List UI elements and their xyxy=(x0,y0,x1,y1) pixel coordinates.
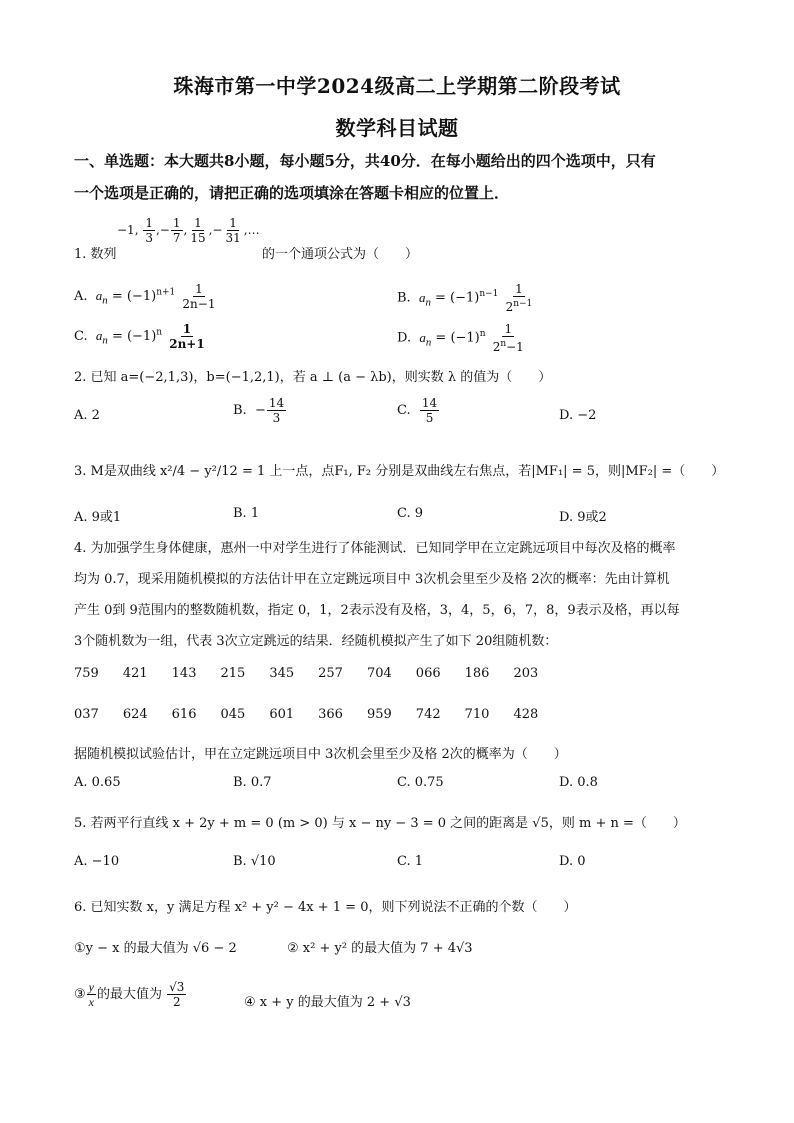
random-number: 742 xyxy=(415,707,441,722)
q4-option-b[interactable]: B. 0.7 xyxy=(233,775,272,790)
random-number: 624 xyxy=(122,707,148,722)
q1-option-d[interactable]: D. $a_n = (-1)^n$ $\frac{1}{2^n-1}$ xyxy=(397,322,524,354)
q4-random-numbers-row2 xyxy=(74,707,538,722)
q4-line5: 据随机模拟试验估计，甲在立定跳远项目中 3次机会里至少及格 2次的概率为（ ） xyxy=(74,747,567,762)
q1-suffix: 的一个通项公式为（ ） xyxy=(262,247,419,262)
random-number: 186 xyxy=(464,666,490,681)
random-number: 257 xyxy=(318,666,343,681)
q6-option-3: ③ $\frac{y}{x}$ 的最大值为 $\frac{√3}{2}$ xyxy=(74,980,185,1009)
random-number: 366 xyxy=(318,707,343,722)
q4-option-d[interactable]: D. 0.8 xyxy=(559,775,598,790)
q2-option-c[interactable]: C. $\frac{14}{5}$ xyxy=(397,396,438,425)
q2-option-d[interactable]: D. −2 xyxy=(559,408,597,423)
q4-random-numbers-row1 xyxy=(74,666,538,681)
random-number: 428 xyxy=(513,707,539,722)
random-number: 037 xyxy=(74,707,99,722)
q6-option-2: ② x² + y² 的最大值为 7 + 4√3 xyxy=(287,941,473,956)
q1-option-a[interactable]: A. $a_n = (-1)^{n+1}$ $\frac{1}{2n-1}$ xyxy=(74,282,216,311)
random-number: 959 xyxy=(366,707,392,722)
q2-text: 2. 已知 a=(−2,1,3)，b=(−1,2,1)，若 a ⊥ (a − λb)，则实数 λ 的值为（ ） xyxy=(74,370,552,385)
q6-option-4: ④ x + y 的最大值为 2 + √3 xyxy=(244,995,411,1010)
q1-option-b[interactable]: B. $a_n = (-1)^{n-1}$ $\frac{1}{2^{n-1}}$ xyxy=(397,282,533,314)
q1-prefix: 1. 数列 xyxy=(74,247,117,262)
q3-option-d[interactable]: D. 9或2 xyxy=(559,510,607,525)
q4-line4: 3个随机数为一组，代表 3次立定跳远的结果．经随机模拟产生了如下 20组随机数： xyxy=(74,634,558,649)
random-number: 616 xyxy=(171,707,197,722)
q4-option-c[interactable]: C. 0.75 xyxy=(397,775,444,790)
q3-text: 3. M是双曲线 x²/4 − y²/12 = 1 上一点，点F₁, F₂ 分别是双曲线左右焦点，若|MF₁| = 5，则|MF₂| =（ ） xyxy=(74,464,725,479)
random-number: 143 xyxy=(171,666,197,681)
q4-line3: 产生 0到 9范围内的整数随机数，指定 0，1，2表示没有及格，3，4，5，6，7，8，9表示及格，再以每 xyxy=(74,603,680,618)
section-heading-line2: 一个选项是正确的，请把正确的选项填涂在答题卡相应的位置上． xyxy=(74,184,510,202)
q5-text: 5. 若两平行直线 x + 2y + m = 0 (m > 0) 与 x − ny − 3 = 0 之间的距离是 √5，则 m + n =（ ） xyxy=(74,816,686,831)
q3-option-b[interactable]: B. 1 xyxy=(233,506,260,521)
q5-option-c[interactable]: C. 1 xyxy=(397,854,424,869)
random-number: 215 xyxy=(220,666,246,681)
q2-option-a[interactable]: A. 2 xyxy=(74,408,100,423)
q1-sequence: −1, $\frac{1}{3}$ ,− $\frac{1}{7}$ , $\frac{1}{15}$ ,− $\frac{1}{31}$ ,… xyxy=(117,216,260,245)
q6-text: 6. 已知实数 x，y 满足方程 x² + y² − 4x + 1 = 0，则下列说法不正确的个数（ ） xyxy=(74,900,577,915)
random-number: 345 xyxy=(269,666,295,681)
random-number: 045 xyxy=(220,707,246,722)
random-number: 759 xyxy=(74,666,99,681)
q3-option-c[interactable]: C. 9 xyxy=(397,506,424,521)
q2-option-b[interactable]: B. − $\frac{14}{3}$ xyxy=(233,396,285,425)
page-title: 珠海市第一中学2024级高二上学期第二阶段考试 xyxy=(173,74,621,98)
q4-line2: 均为 0.7，现采用随机模拟的方法估计甲在立定跳远项目中 3次机会里至少及格 2次的概率：先由计算机 xyxy=(74,572,670,587)
q5-option-b[interactable]: B. √10 xyxy=(233,854,276,869)
q4-option-a[interactable]: A. 0.65 xyxy=(74,775,121,790)
q3-option-a[interactable]: A. 9或1 xyxy=(74,510,122,525)
random-number: 601 xyxy=(269,707,295,722)
q4-line1: 4. 为加强学生身体健康，惠州一中对学生进行了体能测试．已知同学甲在立定跳远项目中每次及格的概率 xyxy=(74,541,676,556)
q5-option-a[interactable]: A. −10 xyxy=(74,854,120,869)
random-number: 066 xyxy=(415,666,441,681)
random-number: 704 xyxy=(366,666,392,681)
page-subtitle: 数学科目试题 xyxy=(335,116,459,140)
random-number: 203 xyxy=(513,666,539,681)
q6-option-1: ①y − x 的最大值为 √6 − 2 xyxy=(74,941,237,956)
q1-option-c[interactable]: C. $a_n = (-1)^n$ $\frac{1}{2n+1}$ xyxy=(74,322,205,351)
section-heading-line1: 一、单选题：本大题共8小题，每小题5分，共40分．在每小题给出的四个选项中，只有 xyxy=(74,152,656,170)
random-number: 421 xyxy=(122,666,148,681)
random-number: 710 xyxy=(464,707,490,722)
q5-option-d[interactable]: D. 0 xyxy=(559,854,586,869)
